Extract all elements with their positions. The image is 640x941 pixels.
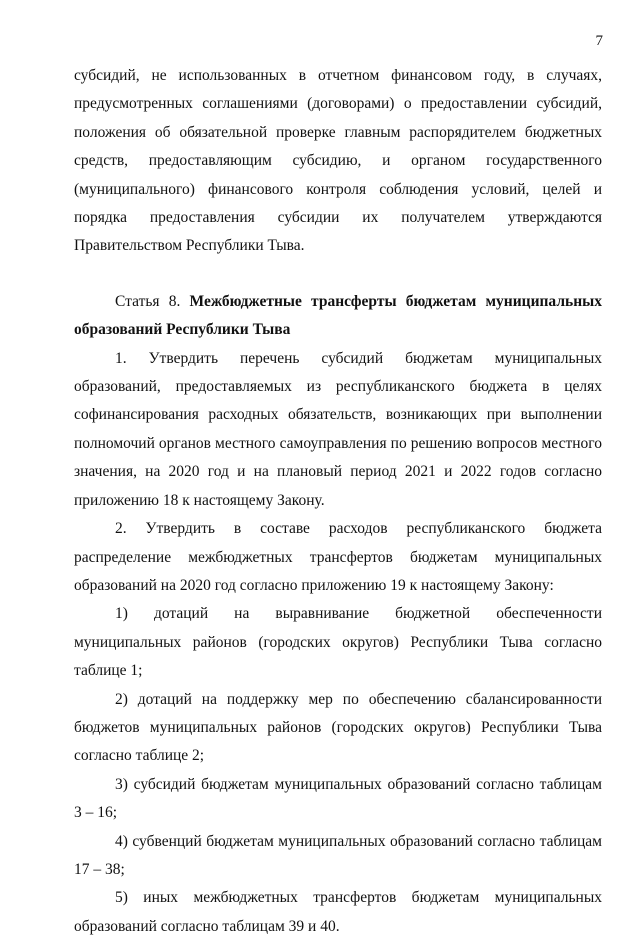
article-title: Межбюджетные трансферты бюджетам муниципальных образований Республики Тыва [74,292,602,339]
paragraph-1: 1. Утвердить перечень субсидий бюджетам муниципальных образований, предоставляемых из республиканского бюджета в целях софинансирования расходных обязательств, возникающих при выполнении полномочий органов местного самоуправления по решению вопросов местного значения, на 2020 год и на плановый период 2021 и 2022 годов согласно приложению 18 к настоящему Закону. [74,349,602,509]
list-item: 5) иных межбюджетных трансфертов бюджетам муниципальных образований согласно таблицам 39 и 40. [74,889,602,935]
list-item: 2) дотаций на поддержку мер по обеспечению сбалансированности бюджетов муниципальных районов (городских округов) Республики Тыва согласно таблице 2; [74,690,602,765]
document-body [74,62,602,941]
list-item: 1) дотаций на выравнивание бюджетной обеспеченности муниципальных районов (городских округов) Республики Тыва согласно таблице 1; [74,605,602,680]
article-heading [74,288,602,345]
paragraph-2: 2. Утвердить в составе расходов республиканского бюджета распределение межбюджетных трансфертов бюджетам муниципальных образований на 2020 год согласно приложению 19 к настоящему Закону: [74,520,602,594]
intro-paragraph: субсидий, не использованных в отчетном финансовом году, в случаях, предусмотренных соглашениями (договорами) о предоставлении субсидий, положения об обязательной проверке главным распорядителем бюджетных средств, предоставляющим субсидию, и органом государственного (муниципального) финансового контроля соблюдения условий, целей и порядка предоставления субсидии их получателем утверждаются Правительством Республики Тыва. [74,67,602,255]
list-item: 4) субвенций бюджетам муниципальных образований согласно таблицам 17 – 38; [74,832,602,878]
page-number: 7 [595,33,603,49]
article-label: Статья 8. [115,292,181,310]
list-item: 3) субсидий бюджетам муниципальных образований согласно таблицам 3 – 16; [74,775,602,822]
